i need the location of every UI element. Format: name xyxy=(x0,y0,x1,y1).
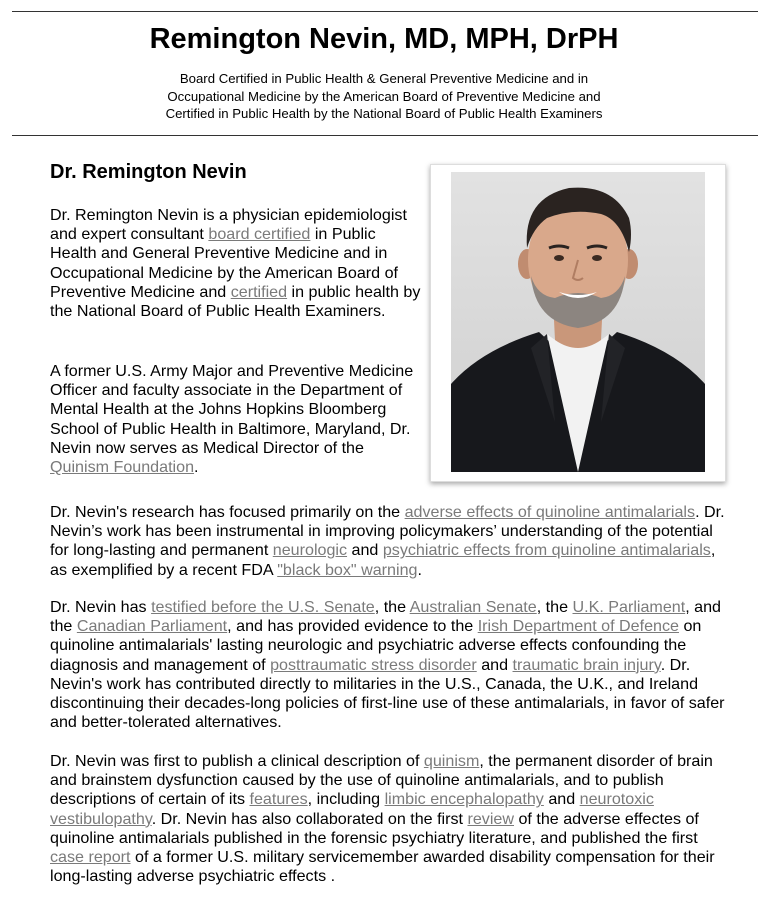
text: , the xyxy=(374,598,410,616)
text: , and has provided evidence to the xyxy=(227,617,478,636)
text: Dr. Nevin has xyxy=(50,598,152,616)
quinism-link[interactable]: quinism xyxy=(423,752,480,770)
credentials-subtitle xyxy=(0,70,768,123)
psychiatric-effects-link[interactable]: psychiatric effects from quinoline antimalarials xyxy=(382,541,711,560)
text: A former U.S. Army Major and Preventive Medicine Officer and faculty associate in the Department of Mental Health at the Johns Hopkins Bloomberg School of Public Health in Baltimore, Maryland, Dr. Nevin now serves as Medical Director of the xyxy=(50,362,414,457)
text: , and the xyxy=(50,598,721,636)
quinism-foundation-link[interactable]: Quinism Foundation xyxy=(50,458,195,477)
text: of the adverse effectes of quinoline antimalarials published in the forensic psychiatry literature, and published the first xyxy=(50,809,699,847)
text: Dr. Nevin's research has focused primarily on the xyxy=(50,503,405,521)
adverse-effects-link[interactable]: adverse effects of quinoline antimalarials xyxy=(404,503,696,521)
text: of a former U.S. military servicemember awarded disability compensation for their long-lasting adverse psychiatric effects . xyxy=(50,848,715,886)
subtitle-line: Occupational Medicine by the American Board of Preventive Medicine and xyxy=(167,88,601,104)
portrait-photo xyxy=(430,164,726,482)
quinism-paragraph xyxy=(50,752,730,886)
text: on quinoline antimalarials' lasting neurologic and psychiatric adverse effects confounding the diagnosis and management of xyxy=(50,617,702,674)
text: , the permanent disorder of brain and brainstem dysfunction caused by the use of quinoline antimalarials, and to publish descriptions of certain of its xyxy=(50,752,713,809)
text: in public health by the National Board of Public Health Examiners. xyxy=(50,282,421,321)
review-link[interactable]: review xyxy=(467,809,514,828)
page-title: Remington Nevin, MD, MPH, DrPH xyxy=(149,23,619,55)
text: Dr. Nevin was first to publish a clinical description of xyxy=(50,752,424,770)
text: and xyxy=(543,790,580,809)
limbic-encephalopathy-link[interactable]: limbic encephalopathy xyxy=(384,790,544,809)
irish-defence-link[interactable]: Irish Department of Defence xyxy=(477,617,679,636)
neurologic-link[interactable]: neurologic xyxy=(272,541,348,560)
case-report-link[interactable]: case report xyxy=(50,848,131,867)
text: . Dr. Nevin has also collaborated on the first xyxy=(151,809,468,828)
header-bottom-rule xyxy=(12,135,758,136)
testimony-paragraph xyxy=(50,598,730,732)
subtitle-line: Board Certified in Public Health & General Preventive Medicine and in xyxy=(179,71,589,86)
intro-paragraph xyxy=(50,206,422,321)
text: , including xyxy=(307,790,385,809)
certified-link[interactable]: certified xyxy=(230,282,288,301)
australian-senate-link[interactable]: Australian Senate xyxy=(409,598,537,616)
vestibulopathy-link[interactable]: neurotoxic vestibulopathy xyxy=(50,790,654,828)
header-top-rule xyxy=(12,11,758,12)
features-link[interactable]: features xyxy=(249,790,308,809)
text: . xyxy=(417,560,422,579)
black-box-warning-link[interactable]: "black box" warning xyxy=(277,560,418,579)
text: Dr. Remington Nevin is a physician epidemiologist and expert consultant xyxy=(50,206,407,244)
text: and xyxy=(476,655,513,674)
research-paragraph xyxy=(50,503,730,580)
text: and xyxy=(347,541,383,560)
subtitle-line: Certified in Public Health by the National Board of Public Health Examiners xyxy=(165,106,603,121)
text: , as exemplified by a recent FDA xyxy=(50,541,716,579)
uk-parliament-link[interactable]: U.K. Parliament xyxy=(572,598,686,616)
canadian-parliament-link[interactable]: Canadian Parliament xyxy=(76,617,228,636)
army-paragraph xyxy=(50,362,422,477)
tbi-link[interactable]: traumatic brain injury xyxy=(512,655,661,674)
ptsd-link[interactable]: posttraumatic stress disorder xyxy=(270,655,477,674)
section-heading: Dr. Remington Nevin xyxy=(50,161,247,183)
text: , the xyxy=(536,598,573,616)
portrait-image xyxy=(451,172,705,472)
text: in Public Health and General Preventive Medicine and in Occupational Medicine by the American Board of Preventive Medicine and xyxy=(50,225,398,301)
text: . xyxy=(194,458,199,477)
text: . Dr. Nevin's work has contributed directly to militaries in the U.S., Canada, the U.K., and Ireland discontinuing their decades-long policies of first-line use of these antimalarials, in favor of safer and better-tolerated alternatives. xyxy=(50,655,725,732)
board-certified-link[interactable]: board certified xyxy=(208,225,311,244)
text: . Dr. Nevin’s work has been instrumental in improving policymakers’ understanding of the potential for long-lasting and permanent xyxy=(50,503,725,560)
us-senate-link[interactable]: testified before the U.S. Senate xyxy=(151,598,375,616)
